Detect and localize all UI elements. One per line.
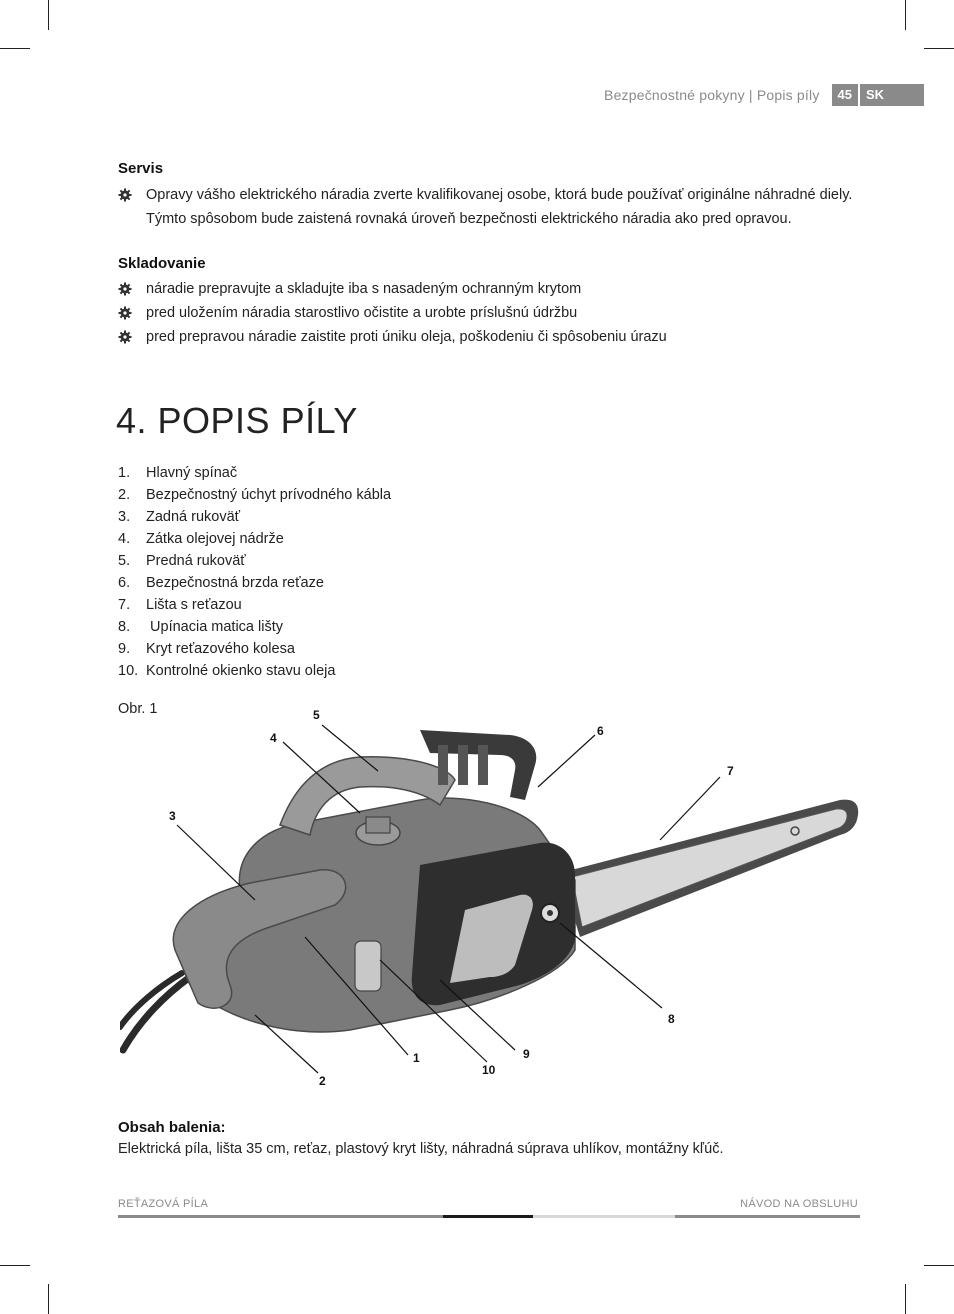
item-number: 5. (118, 553, 131, 569)
list-item (118, 550, 391, 572)
item-number: 3. (118, 509, 131, 525)
list-item-text: Opravy vášho elektrického náradia zverte kvalifikovanej osobe, ktorá bude používať originálne náhradné diely. Týmto spôsobom bude zaistená rovnaká úroveň bezpečnosti elektrického náradia ako pred opravou. (146, 187, 853, 227)
crop-mark (48, 0, 49, 30)
callout-1: 1 (413, 1051, 420, 1065)
package-text: Elektrická píla, lišta 35 cm, reťaz, plastový kryt lišty, náhradná súprava uhlíkov, montážny kľúč. (118, 1141, 724, 1157)
servis-list (118, 183, 858, 231)
footer-bar-segment (533, 1215, 675, 1218)
figure-label: Obr. 1 (118, 701, 158, 717)
skladovanie-section (118, 255, 858, 349)
item-label: Bezpečnostný úchyt prívodného kábla (146, 487, 392, 503)
list-item (118, 301, 858, 325)
page-number: 45 (832, 84, 858, 106)
list-item (118, 506, 391, 528)
page-header (604, 84, 924, 106)
item-label: Upínacia matica lišty (146, 619, 283, 635)
crop-mark (905, 1284, 906, 1314)
item-label: Predná rukoväť (146, 553, 246, 569)
chainsaw-illustration (120, 705, 865, 1090)
item-number: 2. (118, 487, 131, 503)
callout-8: 8 (668, 1012, 675, 1026)
gear-bullet-icon (118, 282, 132, 296)
callout-9: 9 (523, 1047, 530, 1061)
list-item (118, 462, 391, 484)
item-number: 4. (118, 531, 131, 547)
servis-heading: Servis (118, 160, 164, 177)
callout-3: 3 (169, 809, 176, 823)
skladovanie-heading: Skladovanie (118, 255, 206, 272)
callout-6: 6 (597, 724, 604, 738)
footer-bar-segment (443, 1215, 533, 1218)
callout-10: 10 (482, 1063, 496, 1077)
gear-bullet-icon (118, 330, 132, 344)
gear-bullet-icon (118, 188, 132, 202)
list-item (118, 277, 858, 301)
item-number: 6. (118, 575, 131, 591)
section-title: 4. POPIS PÍLY (116, 400, 358, 441)
list-item (118, 594, 391, 616)
crop-mark (0, 1265, 30, 1266)
chain-bar (560, 800, 858, 937)
list-item (118, 638, 391, 660)
item-label: Zadná rukoväť (146, 509, 241, 525)
list-item (118, 325, 858, 349)
list-item-text: pred prepravou náradie zaistite proti úniku oleja, poškodeniu či spôsobeniu úrazu (146, 329, 667, 345)
crop-mark (48, 1284, 49, 1314)
header-title: Bezpečnostné pokyny | Popis píly (604, 87, 820, 103)
list-item (118, 183, 858, 231)
list-item (118, 660, 391, 682)
item-label: Kryt reťazového kolesa (146, 641, 295, 657)
gear-bullet-icon (118, 306, 132, 320)
list-item (118, 616, 391, 638)
item-label: Lišta s reťazou (146, 597, 242, 613)
callout-2: 2 (319, 1074, 326, 1088)
footer-left: REŤAZOVÁ PÍLA (118, 1198, 209, 1210)
package-heading: Obsah balenia: (118, 1119, 226, 1136)
callout-5: 5 (313, 708, 320, 722)
parts-list (118, 462, 391, 682)
item-number: 1. (118, 465, 131, 481)
item-number: 7. (118, 597, 131, 613)
item-label: Bezpečnostná brzda reťaze (146, 575, 324, 591)
item-number: 10. (118, 663, 139, 679)
crop-mark (905, 0, 906, 30)
callout-7: 7 (727, 764, 734, 778)
skladovanie-list (118, 277, 858, 349)
item-number: 9. (118, 641, 131, 657)
list-item (118, 572, 391, 594)
servis-section (118, 160, 858, 231)
language-badge: SK (860, 84, 924, 106)
crop-mark (924, 48, 954, 49)
crop-mark (924, 1265, 954, 1266)
list-item (118, 484, 391, 506)
item-label: Kontrolné okienko stavu oleja (146, 663, 336, 679)
footer-bar-segment (118, 1215, 443, 1218)
item-label: Hlavný spínač (146, 465, 238, 481)
list-item (118, 528, 391, 550)
footer-bar-segment (675, 1215, 860, 1218)
crop-mark (0, 48, 30, 49)
callout-4: 4 (270, 731, 277, 745)
footer-right: NÁVOD NA OBSLUHU (740, 1198, 858, 1210)
item-number: 8. (118, 619, 131, 635)
list-item-text: pred uložením náradia starostlivo očistite a urobte príslušnú údržbu (146, 305, 578, 321)
item-label: Zátka olejovej nádrže (146, 531, 284, 547)
list-item-text: náradie prepravujte a skladujte iba s nasadeným ochranným krytom (146, 281, 582, 297)
